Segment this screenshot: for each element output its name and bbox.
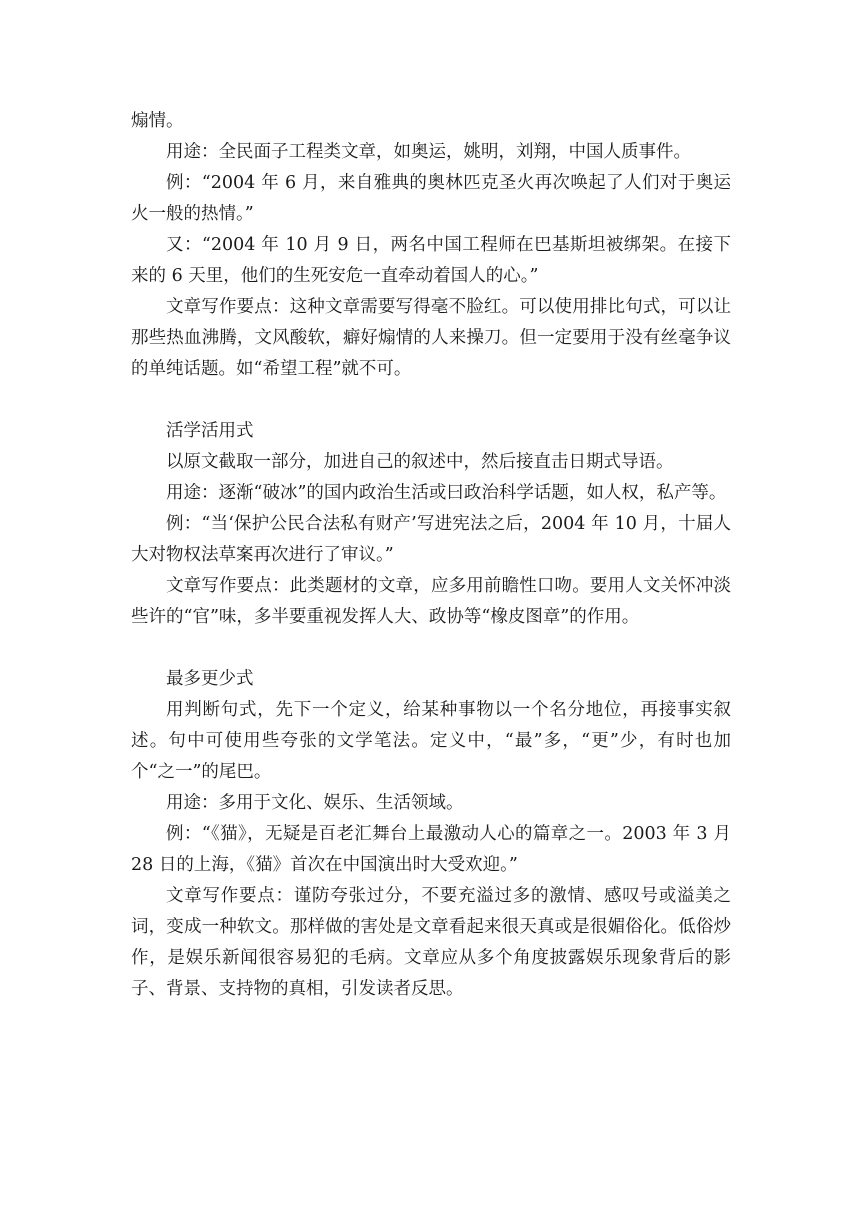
paragraph: 又：“2004 年 10 月 9 日，两名中国工程师在巴基斯坦被绑架。在接下来的 6 天里，他们的生死安危一直牵动着国人的心。” <box>131 235 731 286</box>
paragraph: 例：“《猫》，无疑是百老汇舞台上最激动人心的篇章之一。2003 年 3 月 28 日的上海，《猫》首次在中国演出时大受欢迎。” <box>131 824 731 875</box>
paragraph: 用判断句式，先下一个定义，给某种事物以一个名分地位，再接事实叙述。句中可使用些夸张的文学笔法。定义中，“最”多，“更”少，有时也加个“之一”的尾巴。 <box>131 700 731 782</box>
paragraph: 文章写作要点：这种文章需要写得毫不脸红。可以使用排比句式，可以让那些热血沸腾，文风酸软，癖好煽情的人来操刀。但一定要用于没有丝毫争议的单纯话题。如“希望工程”就不可。 <box>131 297 731 379</box>
paragraph: 文章写作要点：谨防夸张过分，不要充溢过多的激情、感叹号或溢美之词，变成一种软文。那样做的害处是文章看起来很天真或是很媚俗化。低俗炒作，是娱乐新闻很容易犯的毛病。文章应从多个角度披露娱乐现象背后的影子、背景、支持物的真相，引发读者反思。 <box>131 886 731 999</box>
paragraph: 用途：全民面子工程类文章，如奥运，姚明，刘翔，中国人质事件。 <box>166 142 691 162</box>
paragraph: 例：“当‘保护公民合法私有财产’写进宪法之后，2004 年 10 月，十届人大对物权法草案再次进行了审议。” <box>131 514 731 565</box>
blank-line <box>131 633 731 664</box>
paragraph: 以原文截取一部分，加进自己的叙述中，然后接直击日期式导语。 <box>166 452 674 472</box>
blank-line <box>131 385 731 416</box>
section-heading: 活学活用式 <box>166 421 254 441</box>
paragraph: 煽情。 <box>131 111 184 131</box>
paragraph: 用途：多用于文化、娱乐、生活领域。 <box>166 793 464 813</box>
section-heading: 最多更少式 <box>166 669 254 689</box>
document-body <box>131 106 731 1005</box>
paragraph: 用途：逐渐“破冰”的国内政治生活或曰政治科学话题，如人权，私产等。 <box>166 483 727 503</box>
paragraph: 例：“2004 年 6 月，来自雅典的奥林匹克圣火再次唤起了人们对于奥运火一般的热情。” <box>131 173 731 224</box>
paragraph: 文章写作要点：此类题材的文章，应多用前瞻性口吻。要用人文关怀冲淡些许的“官”味，多半要重视发挥人大、政协等“橡皮图章”的作用。 <box>131 576 731 627</box>
